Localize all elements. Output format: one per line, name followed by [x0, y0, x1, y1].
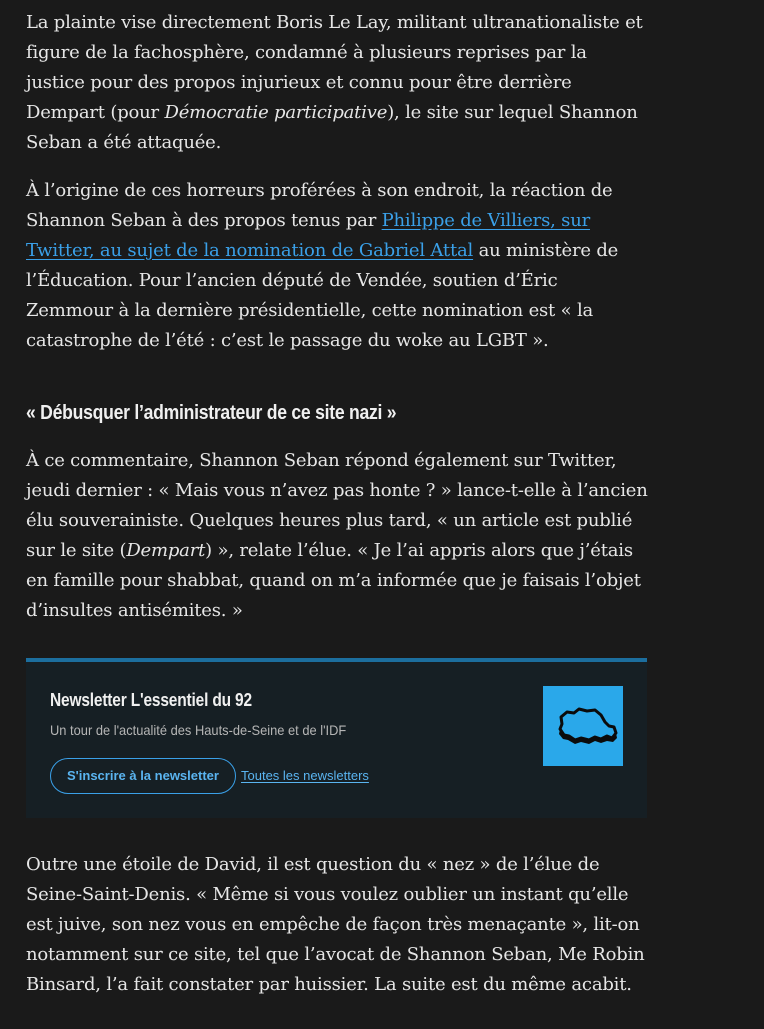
paragraph-3 — [26, 446, 648, 626]
paragraph-4: Outre une étoile de David, il est question du « nez » de l’élue de Seine-Saint-Denis. « Même si vous voulez oublier un instant qu’elle est juive, son nez vous en empêche de façon très menaçante », lit-on notamment sur ce site, tel que l’avocat de Shannon Seban, Me Robin Binsard, l’a fait constater par huissier. La suite est du même acabit. — [26, 854, 645, 995]
all-newsletters-link[interactable]: Toutes les newsletters — [241, 768, 369, 783]
newsletter-title: Newsletter L'essentiel du 92 — [50, 690, 252, 710]
paragraph-3-text-b: ) », relate l’élue. « Je l’ai appris alors que j’étais en famille pour shabbat, quand on m’a informée que je faisais l’objet d’insultes antisémites. » — [26, 540, 641, 621]
paragraph-1-text-a: La plainte vise directement Boris Le Lay, militant ultranationaliste et figure de la fachosphère, condamné à plusieurs reprises par la justice pour des propos injurieux et connu pour être derrière Dempart (pour — [26, 12, 643, 123]
paragraph-1-text-b: ), le site sur lequel Shannon Seban a été attaquée. — [26, 102, 638, 153]
paragraph-2-text-a: À l’origine de ces horreurs proférées à son endroit, la réaction de Shannon Seban à des propos tenus par — [26, 180, 613, 231]
article-body — [26, 8, 648, 1000]
section-heading: « Débusquer l’administrateur de ce site nazi » — [26, 402, 397, 424]
paragraph-3-text-a: À ce commentaire, Shannon Seban répond également sur Twitter, jeudi dernier : « Mais vous n’avez pas honte ? » lance-t-elle à l’ancien élu souverainiste. Quelques heures plus tard, « un article est publié sur le site ( — [26, 450, 648, 561]
hauts-de-seine-map-icon — [543, 686, 623, 766]
paragraph-2 — [26, 176, 648, 356]
paragraph-1-emphasis: Démocratie participative — [164, 102, 388, 123]
paragraph-2-text-b: au ministère de l’Éducation. Pour l’ancien député de Vendée, soutien d’Éric Zemmour à la dernière présidentielle, cette nomination est « la catastrophe de l’été : c’est le passage du woke au LGBT ». — [26, 240, 619, 351]
paragraph-3-emphasis: Dempart — [126, 540, 206, 561]
paragraph-1 — [26, 8, 648, 158]
newsletter-description: Un tour de l'actualité des Hauts-de-Seine et de l'IDF — [50, 722, 347, 738]
philippe-de-villiers-link[interactable]: Philippe de Villiers, sur Twitter, au sujet de la nomination de Gabriel Attal — [26, 210, 590, 261]
newsletter-box — [26, 658, 647, 818]
subscribe-newsletter-button[interactable]: S'inscrire à la newsletter — [50, 758, 236, 794]
